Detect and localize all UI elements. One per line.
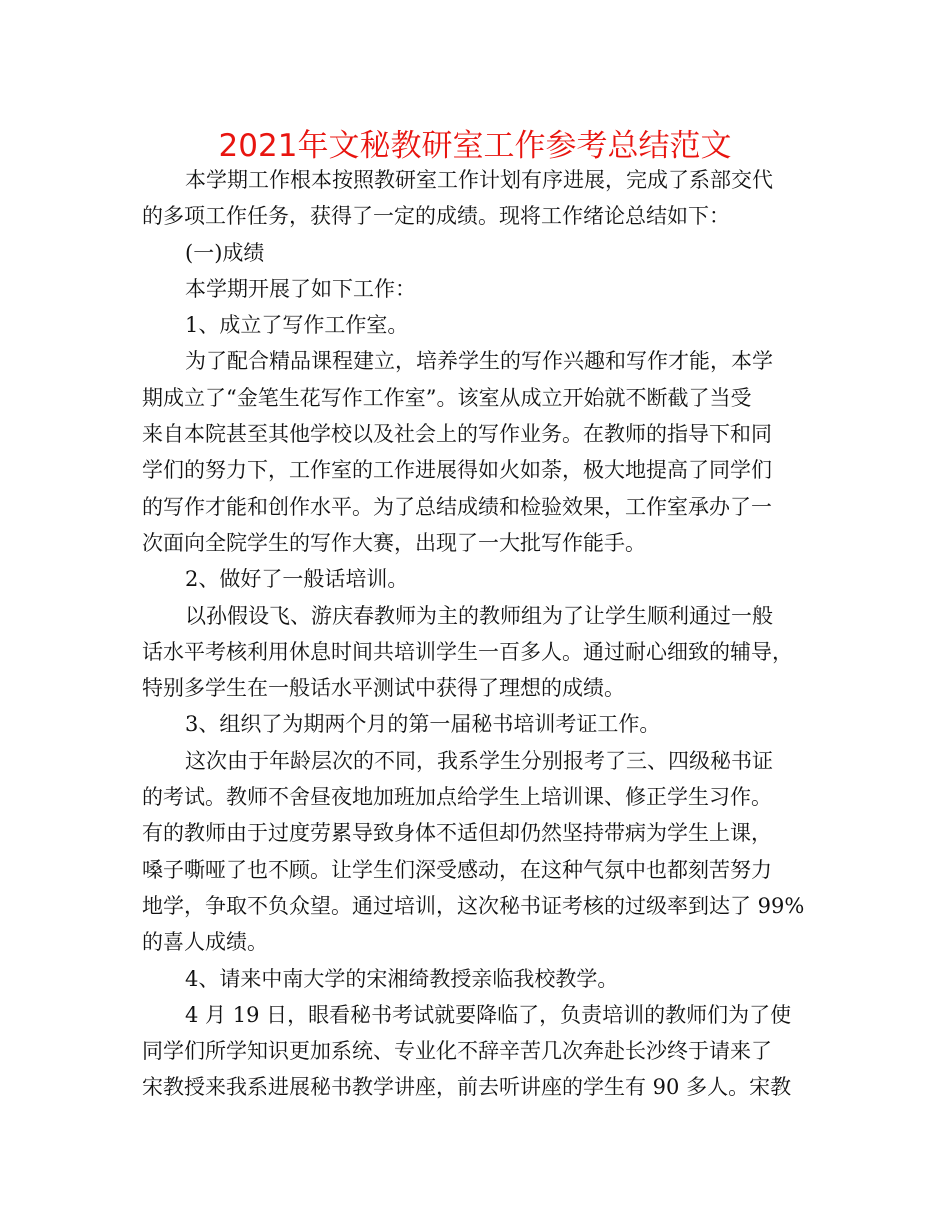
paragraph-line: 的喜人成绩。: [142, 930, 268, 955]
paragraph-line: 以孙假设飞、游庆春教师为主的教师组为了让学生顺利通过一般: [185, 603, 773, 628]
document-title: 2021年文秘教研室工作参考总结范文: [218, 128, 732, 164]
paragraph-line: 学们的努力下，工作室的工作进展得如火如荼，极大地提高了同学们: [142, 458, 772, 483]
paragraph-line: 嗓子嘶哑了也不顾。让学生们深受感动，在这种气氛中也都刻苦努力: [142, 857, 772, 882]
paragraph-line: 特别多学生在一般话水平测试中获得了理想的成绩。: [142, 676, 625, 701]
paragraph-line: 3、组织了为期两个月的第一届秘书培训考证工作。: [185, 712, 661, 737]
paragraph-line: (一)成绩: [185, 240, 265, 265]
paragraph-line: 宋教授来我系进展秘书教学讲座，前去听讲座的学生有 90 多人。宋教: [142, 1075, 792, 1100]
paragraph-line: 期成立了“金笔生花写作工作室”。该室从成立开始就不断截了当受: [142, 385, 752, 410]
paragraph-line: 地学，争取不负众望。通过培训，这次秘书证考核的过级率到达了 99%: [142, 893, 805, 918]
paragraph-line: 4、请来中南大学的宋湘绮教授亲临我校教学。: [185, 966, 619, 991]
paragraph-line: 这次由于年龄层次的不同，我系学生分别报考了三、四级秘书证: [185, 748, 773, 773]
paragraph-line: 2、做好了一般话培训。: [185, 567, 409, 592]
paragraph-line: 来自本院甚至其他学校以及社会上的写作业务。在教师的指导下和同: [142, 422, 772, 447]
paragraph-line: 的多项工作任务，获得了一定的成绩。现将工作绪论总结如下：: [142, 204, 730, 229]
paragraph-line: 话水平考核利用休息时间共培训学生一百多人。通过耐心细致的辅导，: [142, 639, 793, 664]
paragraph-line: 4 月 19 日，眼看秘书考试就要降临了，负责培训的教师们为了使: [185, 1002, 792, 1027]
paragraph-line: 有的教师由于过度劳累导致身体不适但却仍然坚持带病为学生上课，: [142, 821, 772, 846]
document-body: [142, 162, 812, 1106]
paragraph-line: 的考试。教师不舍昼夜地加班加点给学生上培训课、修正学生习作。: [142, 785, 772, 810]
paragraph-line: 本学期工作根本按照教研室工作计划有序进展，完成了系部交代: [185, 168, 773, 192]
paragraph-line: 1、成立了写作工作室。: [185, 313, 409, 338]
paragraph-line: 的写作才能和创作水平。为了总结成绩和检验效果，工作室承办了一: [142, 494, 772, 519]
paragraph-line: 同学们所学知识更加系统、专业化不辞辛苦几次奔赴长沙终于请来了: [142, 1039, 772, 1064]
paragraph-line: 为了配合精品课程建立，培养学生的写作兴趣和写作才能，本学: [185, 349, 773, 374]
paragraph-line: 次面向全院学生的写作大赛，出现了一大批写作能手。: [142, 530, 646, 555]
paragraph-line: 本学期开展了如下工作：: [185, 276, 416, 301]
